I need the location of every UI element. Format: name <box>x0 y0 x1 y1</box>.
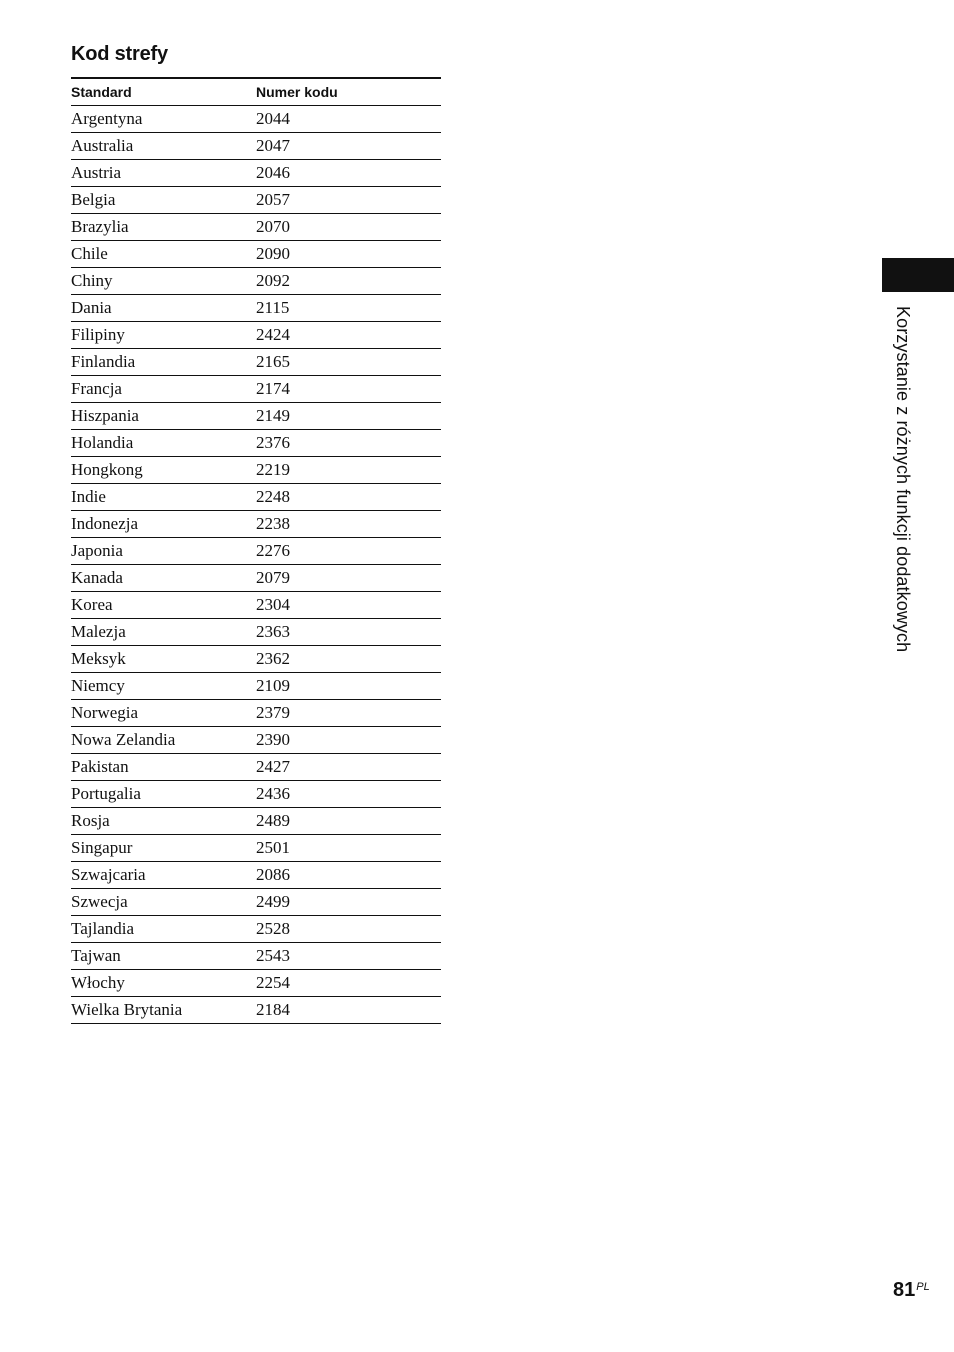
table-row <box>71 970 441 997</box>
country-name-cell: Chile <box>71 241 256 268</box>
region-code-cell: 2219 <box>256 457 441 484</box>
table-row <box>71 376 441 403</box>
country-name-cell: Pakistan <box>71 754 256 781</box>
table-row <box>71 457 441 484</box>
country-name-cell: Singapur <box>71 835 256 862</box>
table-row <box>71 214 441 241</box>
page-number <box>893 1279 930 1302</box>
region-code-cell: 2501 <box>256 835 441 862</box>
table-row <box>71 106 441 133</box>
region-code-cell: 2070 <box>256 214 441 241</box>
region-code-cell: 2390 <box>256 727 441 754</box>
section-title: Kod strefy <box>71 43 168 65</box>
table-row <box>71 187 441 214</box>
table-row <box>71 835 441 862</box>
country-name-cell: Francja <box>71 376 256 403</box>
table-row <box>71 403 441 430</box>
table-row <box>71 862 441 889</box>
region-code-cell: 2424 <box>256 322 441 349</box>
table-row <box>71 997 441 1024</box>
region-code-cell: 2046 <box>256 160 441 187</box>
country-name-cell: Malezja <box>71 619 256 646</box>
region-code-table <box>71 77 441 1024</box>
table-row <box>71 349 441 376</box>
region-code-cell: 2528 <box>256 916 441 943</box>
table-row <box>71 943 441 970</box>
table-row <box>71 430 441 457</box>
country-name-cell: Hiszpania <box>71 403 256 430</box>
region-code-cell: 2109 <box>256 673 441 700</box>
country-name-cell: Meksyk <box>71 646 256 673</box>
region-code-cell: 2149 <box>256 403 441 430</box>
table-row <box>71 916 441 943</box>
country-name-cell: Norwegia <box>71 700 256 727</box>
country-name-cell: Tajwan <box>71 943 256 970</box>
region-code-cell: 2427 <box>256 754 441 781</box>
table-row <box>71 241 441 268</box>
region-code-cell: 2092 <box>256 268 441 295</box>
table-body <box>71 106 441 1024</box>
country-name-cell: Korea <box>71 592 256 619</box>
region-code-cell: 2047 <box>256 133 441 160</box>
table-row <box>71 565 441 592</box>
country-name-cell: Nowa Zelandia <box>71 727 256 754</box>
region-code-cell: 2079 <box>256 565 441 592</box>
table-row <box>71 133 441 160</box>
country-name-cell: Argentyna <box>71 106 256 133</box>
country-name-cell: Brazylia <box>71 214 256 241</box>
region-code-cell: 2379 <box>256 700 441 727</box>
region-code-cell: 2248 <box>256 484 441 511</box>
region-code-cell: 2165 <box>256 349 441 376</box>
table-row <box>71 322 441 349</box>
table-row <box>71 754 441 781</box>
page-language-code: PL <box>916 1280 930 1293</box>
country-name-cell: Holandia <box>71 430 256 457</box>
region-code-cell: 2376 <box>256 430 441 457</box>
region-code-cell: 2184 <box>256 997 441 1024</box>
region-code-cell: 2489 <box>256 808 441 835</box>
region-code-cell: 2044 <box>256 106 441 133</box>
country-name-cell: Indonezja <box>71 511 256 538</box>
country-name-cell: Włochy <box>71 970 256 997</box>
table-row <box>71 160 441 187</box>
table-header-row <box>71 78 441 106</box>
table-row <box>71 511 441 538</box>
page-number-value: 81 <box>893 1279 916 1301</box>
country-name-cell: Japonia <box>71 538 256 565</box>
region-code-cell: 2363 <box>256 619 441 646</box>
region-code-cell: 2276 <box>256 538 441 565</box>
country-name-cell: Belgia <box>71 187 256 214</box>
table-row <box>71 727 441 754</box>
table-row <box>71 673 441 700</box>
region-code-cell: 2362 <box>256 646 441 673</box>
region-code-cell: 2174 <box>256 376 441 403</box>
table-row <box>71 889 441 916</box>
section-side-label: Korzystanie z różnych funkcji dodatkowych <box>893 306 913 653</box>
region-code-cell: 2090 <box>256 241 441 268</box>
table-row <box>71 538 441 565</box>
country-name-cell: Hongkong <box>71 457 256 484</box>
country-name-cell: Rosja <box>71 808 256 835</box>
country-name-cell: Filipiny <box>71 322 256 349</box>
region-code-cell: 2499 <box>256 889 441 916</box>
table-row <box>71 646 441 673</box>
region-code-cell: 2436 <box>256 781 441 808</box>
country-name-cell: Wielka Brytania <box>71 997 256 1024</box>
country-name-cell: Australia <box>71 133 256 160</box>
table-row <box>71 808 441 835</box>
region-code-cell: 2304 <box>256 592 441 619</box>
column-header-code: Numer kodu <box>256 78 441 106</box>
region-code-cell: 2057 <box>256 187 441 214</box>
column-header-standard: Standard <box>71 78 256 106</box>
country-name-cell: Portugalia <box>71 781 256 808</box>
table-row <box>71 295 441 322</box>
region-code-cell: 2238 <box>256 511 441 538</box>
country-name-cell: Chiny <box>71 268 256 295</box>
country-name-cell: Niemcy <box>71 673 256 700</box>
table-row <box>71 592 441 619</box>
country-name-cell: Tajlandia <box>71 916 256 943</box>
table-row <box>71 484 441 511</box>
table-row <box>71 781 441 808</box>
table-row <box>71 268 441 295</box>
table-row <box>71 619 441 646</box>
region-code-cell: 2254 <box>256 970 441 997</box>
country-name-cell: Austria <box>71 160 256 187</box>
country-name-cell: Finlandia <box>71 349 256 376</box>
section-tab-marker <box>882 258 954 292</box>
country-name-cell: Kanada <box>71 565 256 592</box>
region-code-cell: 2543 <box>256 943 441 970</box>
country-name-cell: Indie <box>71 484 256 511</box>
region-code-cell: 2115 <box>256 295 441 322</box>
country-name-cell: Szwajcaria <box>71 862 256 889</box>
region-code-cell: 2086 <box>256 862 441 889</box>
country-name-cell: Szwecja <box>71 889 256 916</box>
table-row <box>71 700 441 727</box>
country-name-cell: Dania <box>71 295 256 322</box>
